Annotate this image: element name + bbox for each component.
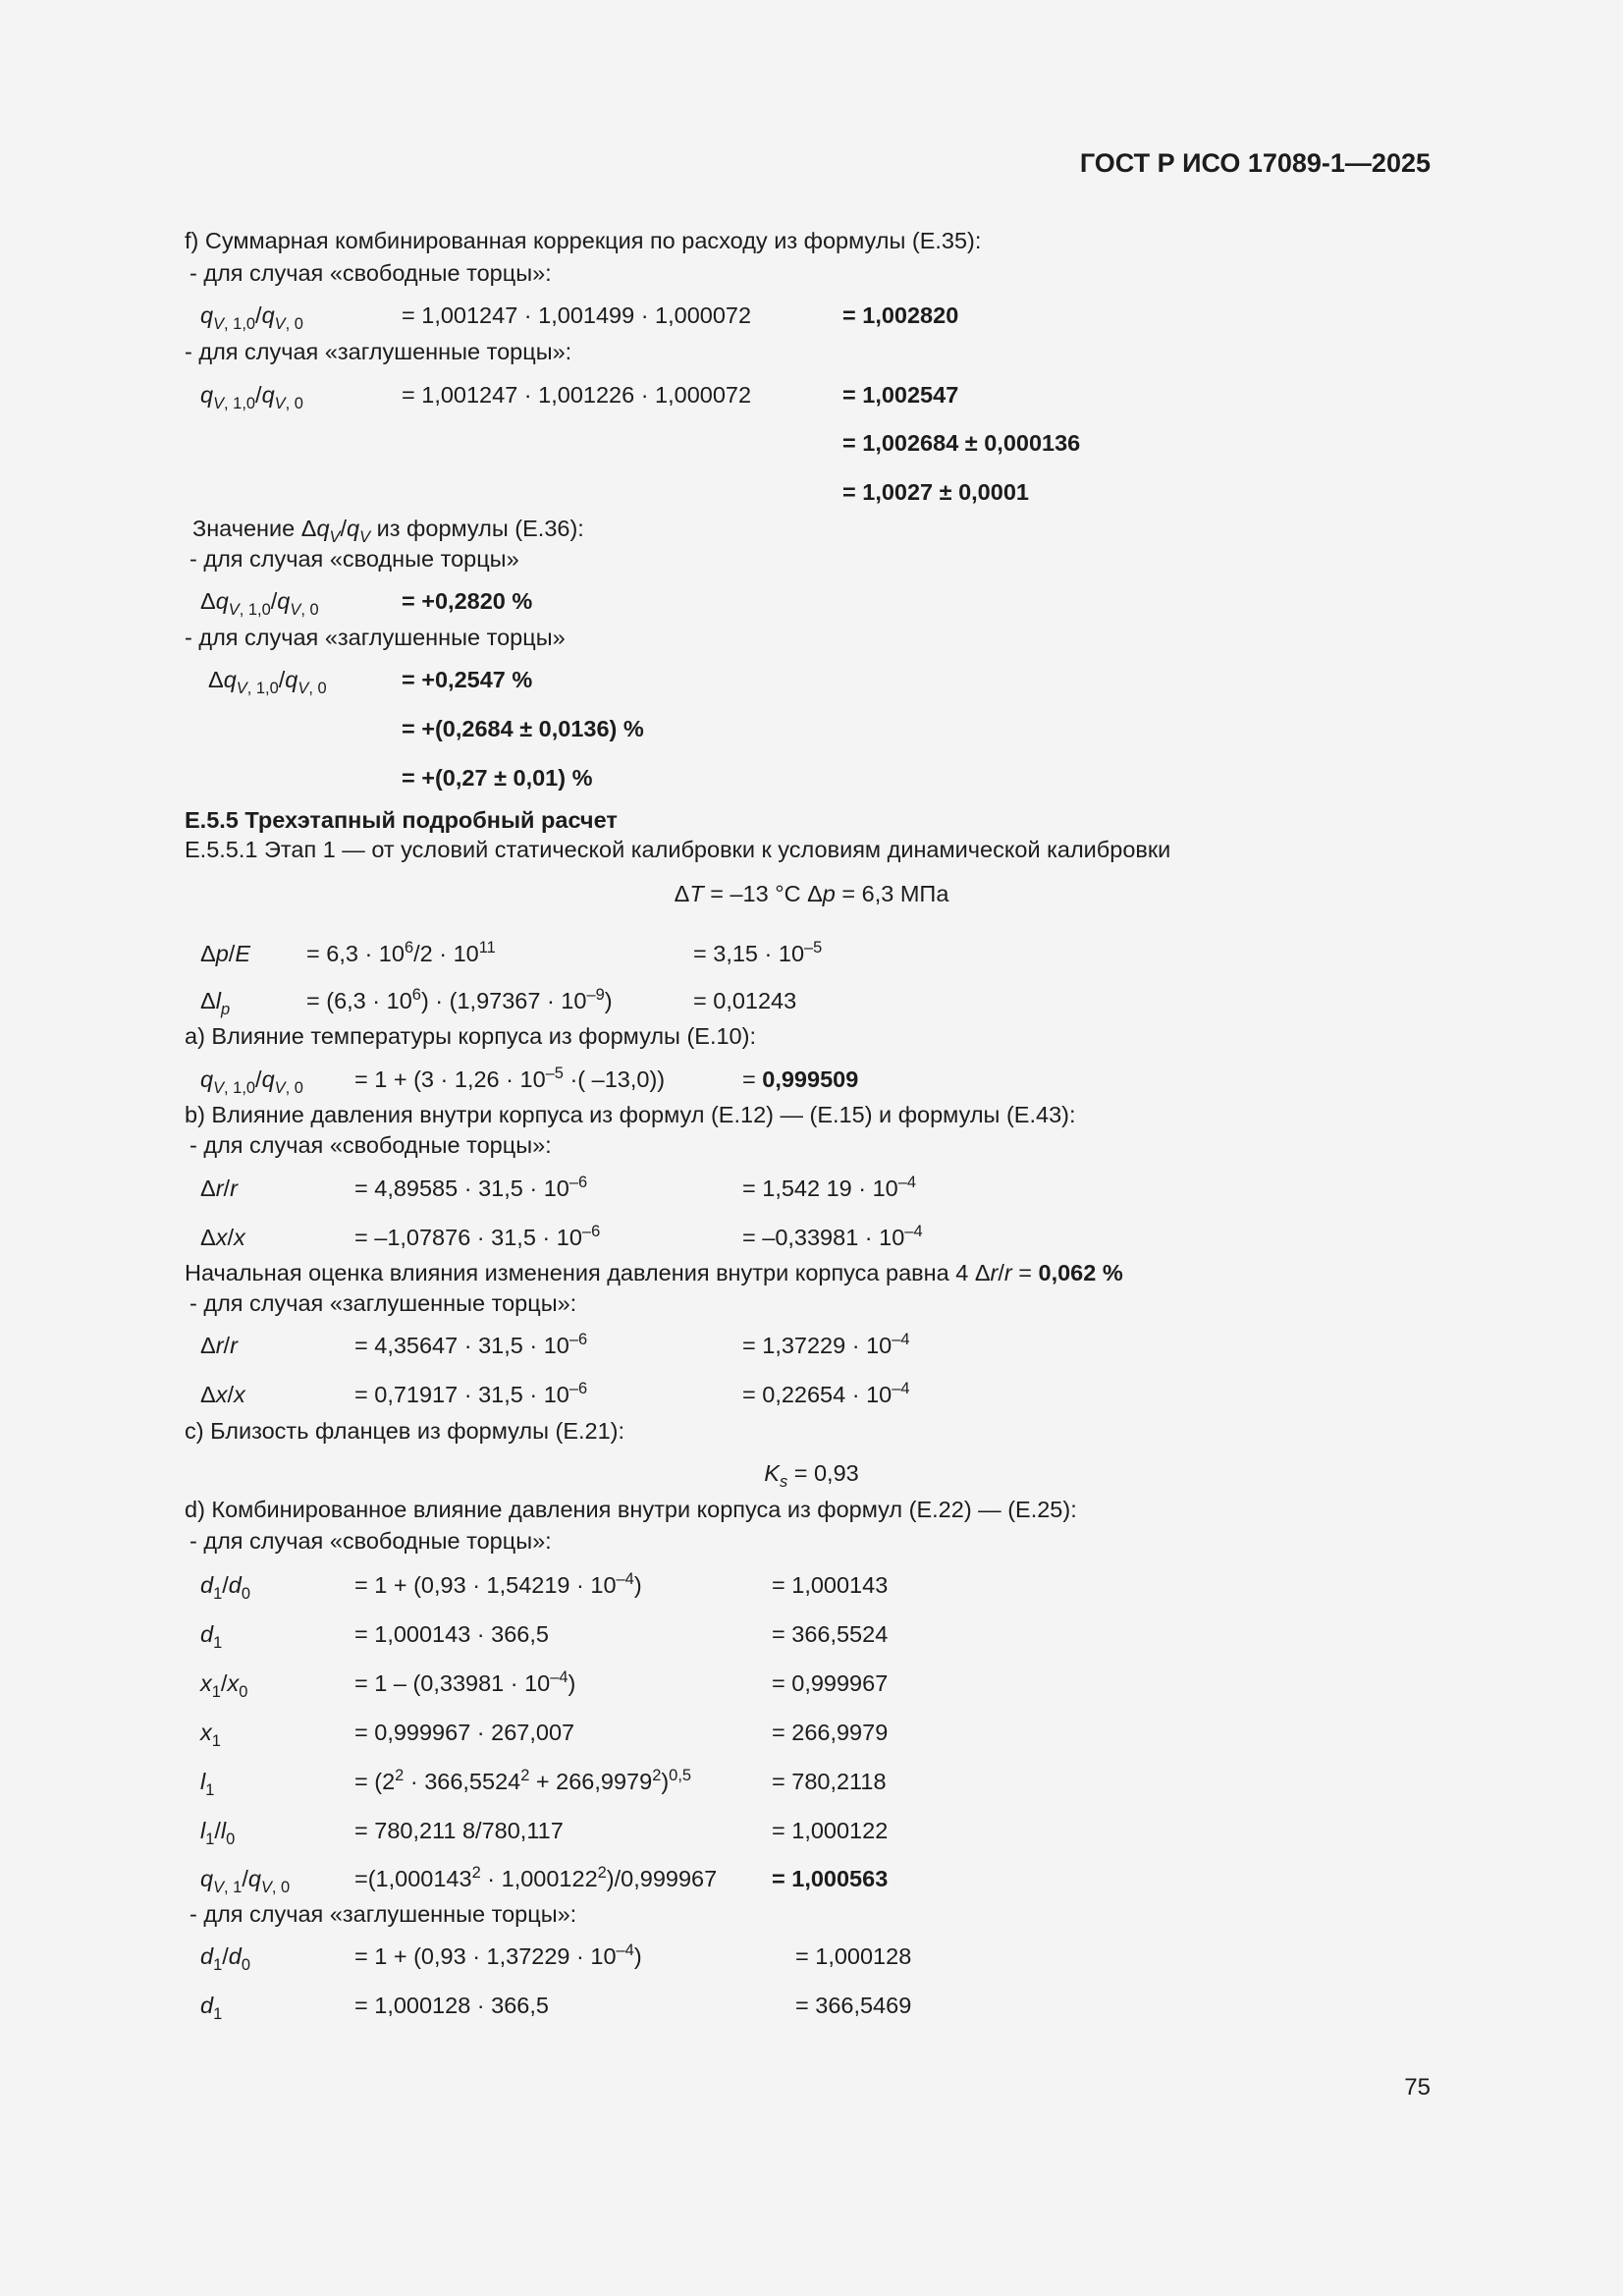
document-id-header: ГОСТ Р ИСО 17089-1—2025 <box>1079 148 1431 178</box>
formula-symbol: $d_1$ <box>200 1621 223 1652</box>
formula-symbol: $d_1$ <box>200 1993 223 2023</box>
case-free-label: - для случая «свободные торцы»: <box>189 1528 552 1554</box>
formula-symbol: $l_1$ <box>200 1769 215 1799</box>
formula-expression: = $1 + (0,93 \cdot 1,37229 \cdot 10^{-4})$ <box>354 1941 642 1969</box>
formula-symbol: Δr/r <box>200 1333 238 1358</box>
formula-result: = $-0,33981 \cdot 10^{-4}$ <box>742 1222 923 1250</box>
formula-result: = 366,5524 <box>772 1621 889 1647</box>
conditions-line: ΔT = –13 °С Δp = 6,3 МПа <box>674 881 949 906</box>
formula-expression: = $1 - (0,33981 \cdot 10^{-4})$ <box>354 1667 576 1696</box>
formula-result: = $0,22654 \cdot 10^{-4}$ <box>742 1379 910 1407</box>
formula-result: = 0,999509 <box>742 1066 859 1092</box>
formula-expression: = 0,999967 · 267,007 <box>354 1720 575 1745</box>
dq-intro: Значение $\Delta q_V/q_V$ из формулы (Е.36): <box>192 516 584 546</box>
formula-result: = 1,002820 <box>842 302 959 328</box>
formula-symbol: $x_1$ <box>200 1720 221 1750</box>
formula-symbol: Δx/x <box>200 1382 245 1407</box>
formula-expression: = $(6,3 \cdot 10^6) \cdot (1,97367 \cdot 10^{-9})$ <box>306 985 613 1013</box>
section-f-title: f) Суммарная комбинированная коррекция по расходу из формулы (Е.35): <box>185 228 982 253</box>
formula-expression: = $4,35647 \cdot 31,5 \cdot 10^{-6}$ <box>354 1330 588 1358</box>
formula-result: = 1,000563 <box>772 1866 889 1891</box>
formula-symbol: Δp/E <box>200 941 250 966</box>
formula-expression: = 1,000128 · 366,5 <box>354 1993 549 2018</box>
case-free-label: - для случая «свободные торцы»: <box>189 1132 552 1158</box>
section-heading: Е.5.5 Трехэтапный подробный расчет <box>185 807 618 833</box>
formula-expression: = 1,001247 · 1,001499 · 1,000072 <box>402 302 752 328</box>
formula-expression: = $0,71917 \cdot 31,5 \cdot 10^{-6}$ <box>354 1379 588 1407</box>
formula-symbol: Δx/x <box>200 1225 245 1250</box>
formula-symbol: $q_{V, 1,0}/q_{V, 0}$ <box>200 302 303 333</box>
formula-symbol: $\Delta q_{V, 1,0}/q_{V, 0}$ <box>200 588 319 619</box>
formula-expression: = 1,001247 · 1,001226 · 1,000072 <box>402 382 752 408</box>
section-b-title: b) Влияние давления внутри корпуса из формул (Е.12) — (Е.15) и формулы (Е.43): <box>185 1102 1076 1127</box>
formula-result: = $1,37229 \cdot 10^{-4}$ <box>742 1330 910 1358</box>
formula-symbol: $\Delta q_{V, 1,0}/q_{V, 0}$ <box>208 667 327 697</box>
formula-result: = 1,542 $19 \cdot 10^{-4}$ <box>742 1173 917 1201</box>
formula-symbol: Δr/r <box>200 1175 238 1201</box>
section-d-title: d) Комбинированное влияние давления внутри корпуса из формул (Е.22) — (Е.25): <box>185 1497 1077 1522</box>
formula-result-average: = +(0,2684 ± 0,0136) % <box>402 716 644 741</box>
formula-result: = +0,2820 % <box>402 588 533 614</box>
formula-expression: = 780,211 8/780,117 <box>354 1818 564 1843</box>
formula-result: = 1,000122 <box>772 1818 889 1843</box>
case-closed-label: - для случая «заглушенные торцы» <box>185 625 566 650</box>
step-title: Е.5.5.1 Этап 1 — от условий статической калибровки к условиям динамической калибровки <box>185 837 1171 862</box>
formula-result: = 1,000143 <box>772 1572 889 1598</box>
formula-symbol: $d_1/d_0$ <box>200 1943 250 1974</box>
formula-symbol: $q_{V, 1}/q_{V, 0}$ <box>200 1866 291 1896</box>
formula-expression: $=(1,000143^2 \cdot 1,000122^2)/0,999967$ <box>354 1863 718 1891</box>
formula-expression: = $-1,07876 \cdot 31,5 \cdot 10^{-6}$ <box>354 1222 601 1250</box>
formula-result-average: = 1,002684 ± 0,000136 <box>842 430 1081 456</box>
formula-symbol: $q_{V, 1,0}/q_{V, 0}$ <box>200 382 303 412</box>
formula-result: = 780,2118 <box>772 1769 887 1794</box>
formula-expression: = $1 + (3 \cdot 1,26 \cdot 10^{-5}$ ·( –13,0)) <box>354 1064 666 1092</box>
formula-result: = 366,5469 <box>795 1993 912 2018</box>
formula-result: = +0,2547 % <box>402 667 533 692</box>
formula-expression: = $6,3 \cdot 10^6/2 \cdot 10^{11}$ <box>306 938 496 966</box>
formula-result: = 266,9979 <box>772 1720 889 1745</box>
formula-result-rounded: = +(0,27 ± 0,01) % <box>402 765 593 791</box>
formula-symbol: $x_1/x_0$ <box>200 1670 248 1701</box>
section-c-title: с) Близость фланцев из формулы (Е.21): <box>185 1418 625 1444</box>
case-closed-label: - для случая «заглушенные торцы»: <box>189 1901 577 1927</box>
formula-expression: = $4,89585 \cdot 31,5 \cdot 10^{-6}$ <box>354 1173 588 1201</box>
formula-result-rounded: = 1,0027 ± 0,0001 <box>842 479 1029 505</box>
formula-result: = $3,15 \cdot 10^{-5}$ <box>693 938 823 966</box>
formula-symbol: $l_1/l_0$ <box>200 1818 236 1848</box>
case-free-label: - для случая «свободные торцы»: <box>189 260 552 286</box>
ks-value: $K_s = 0,93$ <box>764 1460 859 1491</box>
section-a-title: а) Влияние температуры корпуса из формулы (Е.10): <box>185 1023 756 1049</box>
formula-result: = 1,002547 <box>842 382 959 408</box>
formula-expression: = $1 + (0,93 \cdot 1,54219 \cdot 10^{-4})$ <box>354 1569 642 1598</box>
formula-expression: = $(2^2 \cdot 366,5524^2 + 266,9979^2)^{0,5}$ <box>354 1766 692 1794</box>
formula-result: = 0,999967 <box>772 1670 889 1696</box>
case-closed-label: - для случая «заглушенные торцы»: <box>185 339 572 364</box>
formula-result: = 1,000128 <box>795 1943 912 1969</box>
formula-symbol: $d_1/d_0$ <box>200 1572 250 1603</box>
page-number: 75 <box>1404 2074 1431 2101</box>
formula-symbol: $\Delta l_p$ <box>200 988 231 1018</box>
case-free-label: - для случая «сводные торцы» <box>189 546 519 572</box>
pressure-estimate: Начальная оценка влияния изменения давления внутри корпуса равна 4 Δr/r = 0,062 % <box>185 1260 1123 1285</box>
case-closed-label: - для случая «заглушенные торцы»: <box>189 1290 577 1316</box>
formula-symbol: $q_{V, 1,0}/q_{V, 0}$ <box>200 1066 303 1097</box>
formula-result: = 0,01243 <box>693 988 797 1013</box>
formula-expression: = 1,000143 · 366,5 <box>354 1621 549 1647</box>
